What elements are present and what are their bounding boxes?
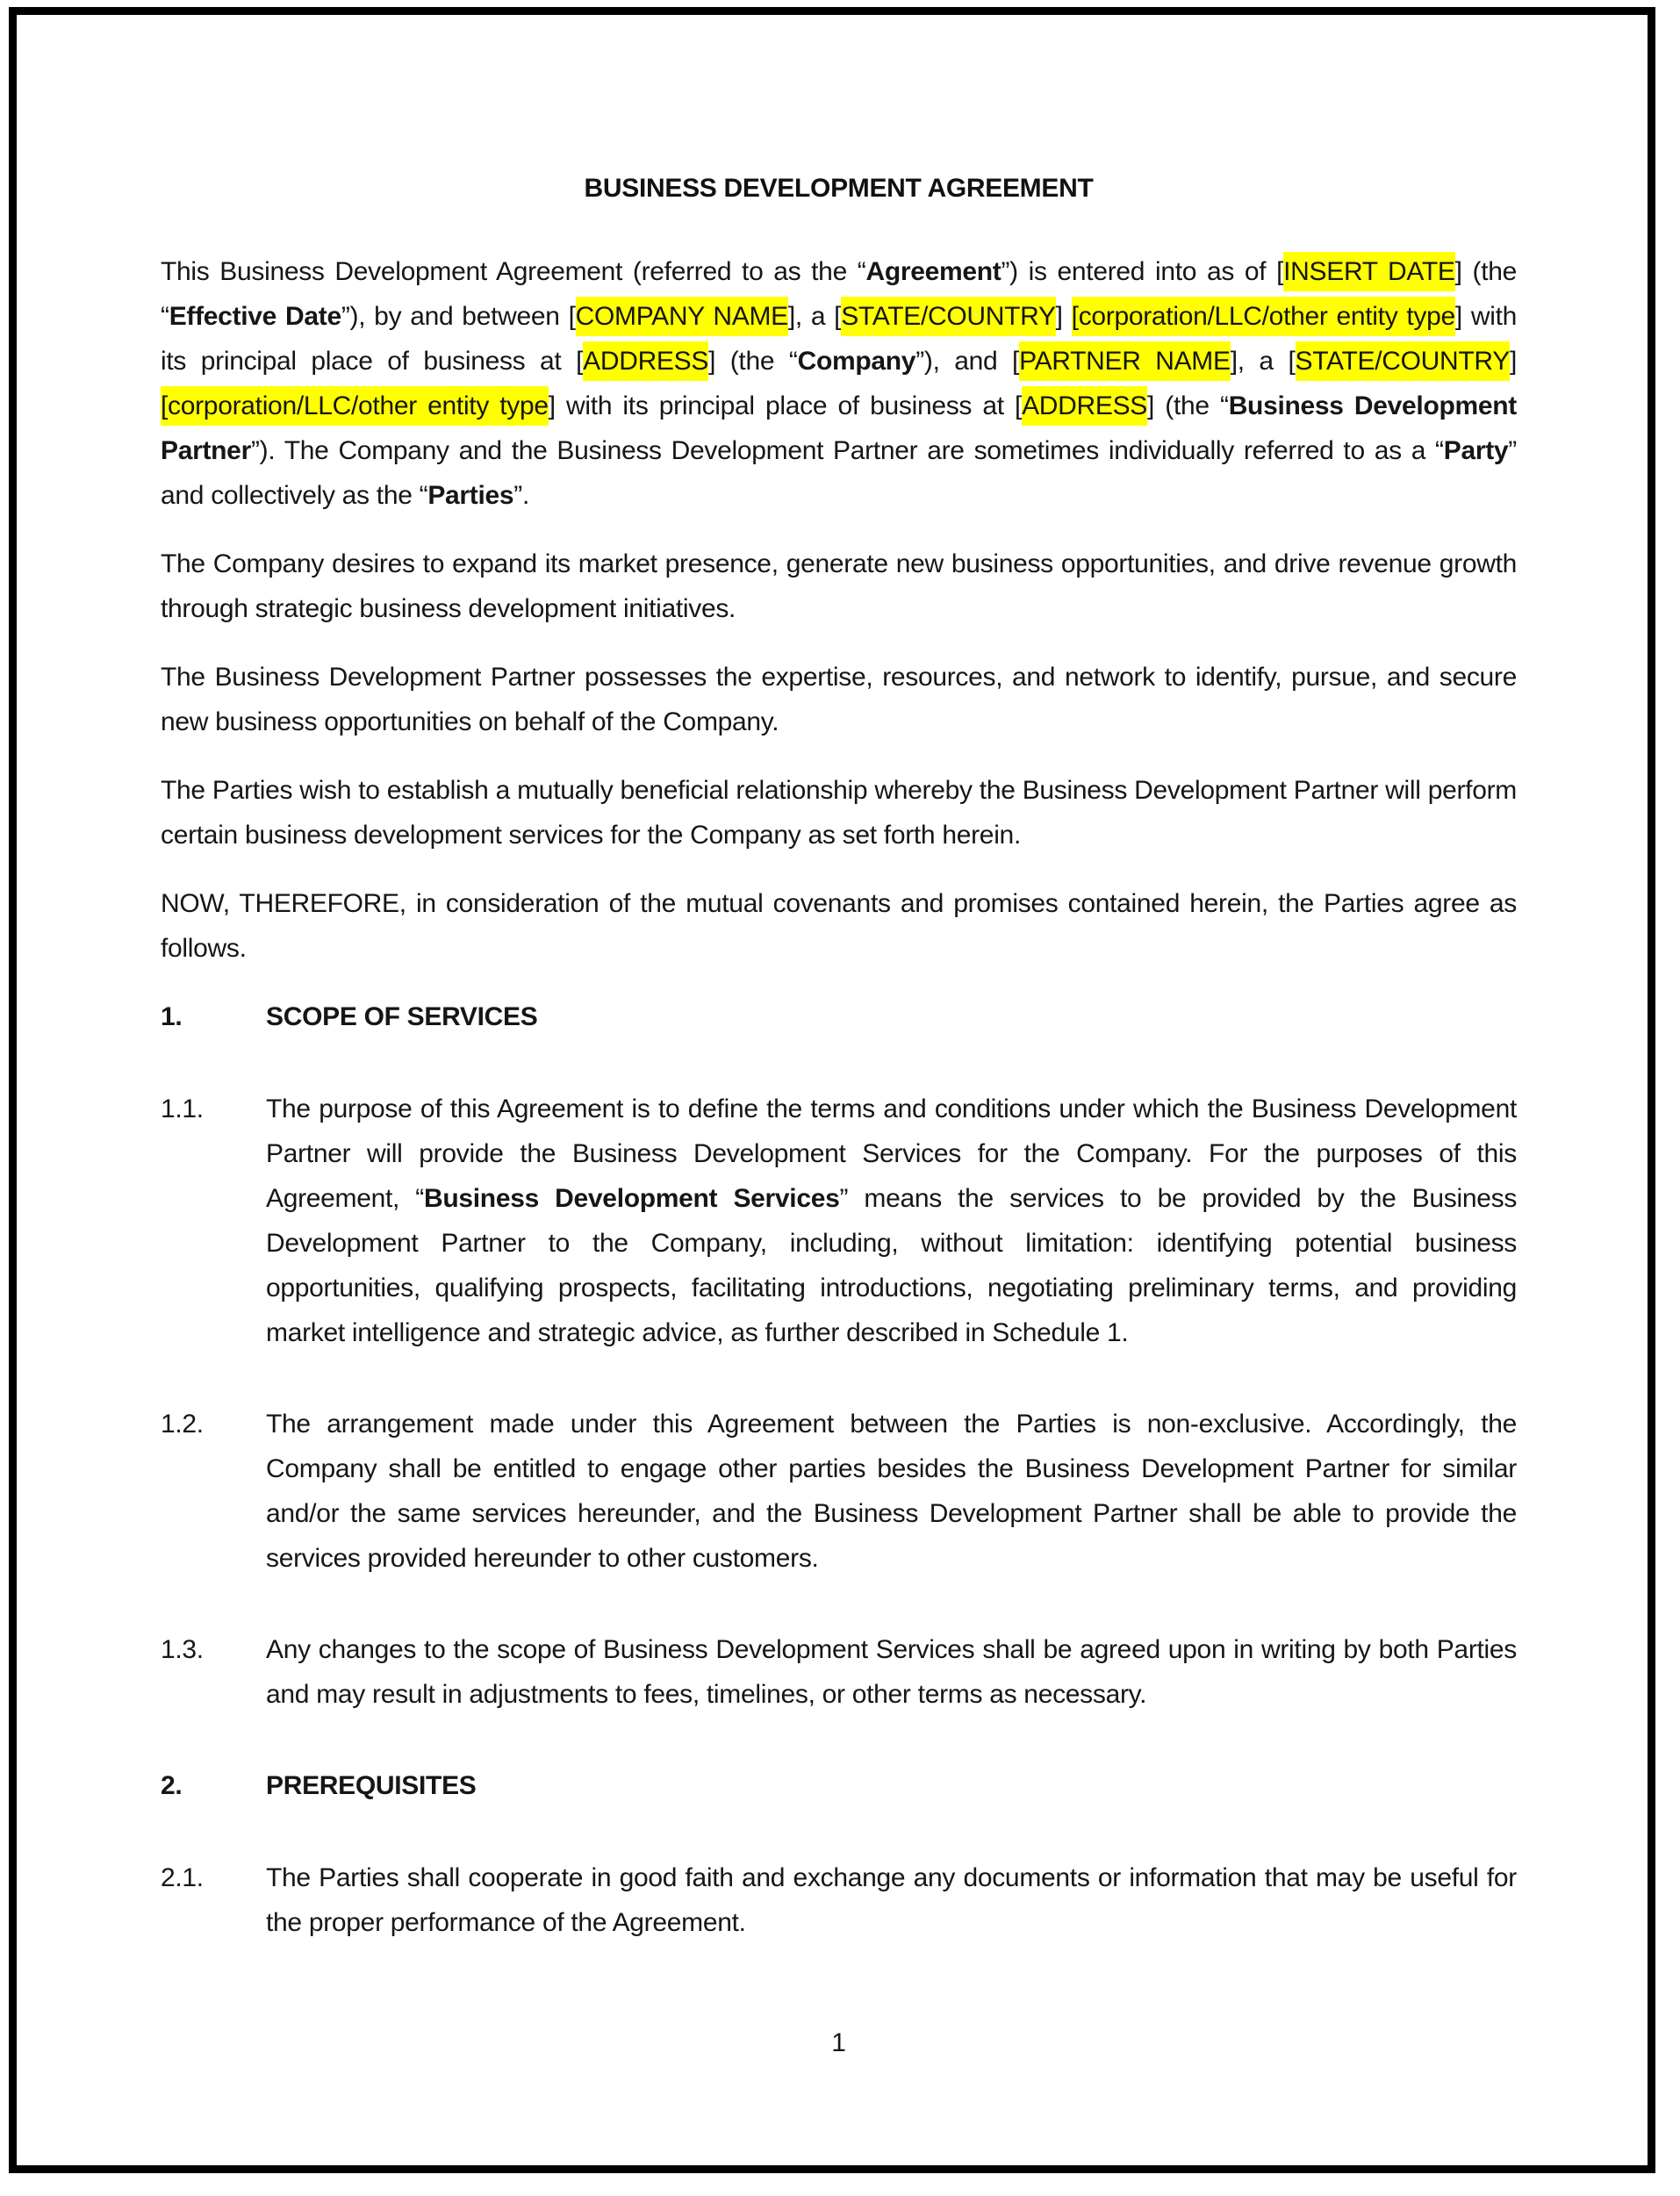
clause-number: 1.3. xyxy=(161,1635,204,1664)
clause-number: 1.2. xyxy=(161,1410,204,1439)
clause-number: 2.1. xyxy=(161,1863,204,1892)
section-title: PREREQUISITES xyxy=(266,1771,477,1800)
clause-number: 1.1. xyxy=(161,1094,204,1123)
intro-paragraph-3: The Business Development Partner possesses the expertise, resources, and network to identify, pursue, and secure new business opportunities on behalf of the Company. xyxy=(161,663,1517,736)
clause-1-2 xyxy=(161,1402,1517,1581)
page-number: 1 xyxy=(831,2028,846,2057)
section-heading-2 xyxy=(161,1763,1517,1808)
clause-1-3 xyxy=(161,1627,1517,1717)
document-title: BUSINESS DEVELOPMENT AGREEMENT xyxy=(584,174,1094,203)
clause-text: Any changes to the scope of Business Development Services shall be agreed upon in writing by both Parties and may result in adjustments to fees, timelines, or other terms as necessary. xyxy=(266,1635,1517,1709)
intro-paragraph-1: This Business Development Agreement (referred to as the “Agreement”) is entered into as of [INSERT DATE] (the “Effective Date”), by and between [COMPANY NAME], a [STATE/COUNTRY] [corporation/LLC/other entity type] with its principal place of business at [ADDRESS] (the “Company”), and [PARTNER NAME], a [STATE/COUNTRY] [corporation/LLC/other entity type] with its principal place of business at [ADDRESS] (the “Business Development Partner”). The Company and the Business Development Partner are sometimes individually referred to as a “Party” and collectively as the “Parties”. xyxy=(161,249,1517,518)
section-number: 2. xyxy=(161,1771,183,1800)
clause-2-1 xyxy=(161,1855,1517,1945)
intro-paragraph-5: NOW, THEREFORE, in consideration of the mutual covenants and promises contained herein, the Parties agree as follows. xyxy=(161,889,1517,963)
clause-text: The purpose of this Agreement is to define the terms and conditions under which the Business Development Partner will provide the Business Development Services for the Company. For the purposes of this Agreement, “Business Development Services” means the services to be provided by the Business Development Partner to the Company, including, without limitation: identifying potential business opportunities, qualifying prospects, facilitating introductions, negotiating preliminary terms, and providing market intelligence and strategic advice, as further described in Schedule 1. xyxy=(266,1094,1518,1347)
section-number: 1. xyxy=(161,1002,183,1031)
document-page xyxy=(17,15,1648,2165)
clause-1-1 xyxy=(161,1087,1517,1355)
page-border xyxy=(9,7,1655,2173)
intro-paragraph-4: The Parties wish to establish a mutually beneficial relationship whereby the Business Development Partner will perform certain business development services for the Company as set forth herein. xyxy=(161,776,1517,850)
section-heading-1 xyxy=(161,994,1517,1039)
clause-text: The Parties shall cooperate in good faith and exchange any documents or information that may be useful for the proper performance of the Agreement. xyxy=(266,1863,1517,1937)
section-title: SCOPE OF SERVICES xyxy=(266,1002,538,1031)
intro-paragraph-2: The Company desires to expand its market presence, generate new business opportunities, and drive revenue growth through strategic business development initiatives. xyxy=(161,549,1517,623)
clause-text: The arrangement made under this Agreement between the Parties is non-exclusive. Accordingly, the Company shall be entitled to engage other parties besides the Business Development Partner for similar and/or the same services hereunder, and the Business Development Partner shall be able to provide the services provided hereunder to other customers. xyxy=(266,1410,1517,1573)
